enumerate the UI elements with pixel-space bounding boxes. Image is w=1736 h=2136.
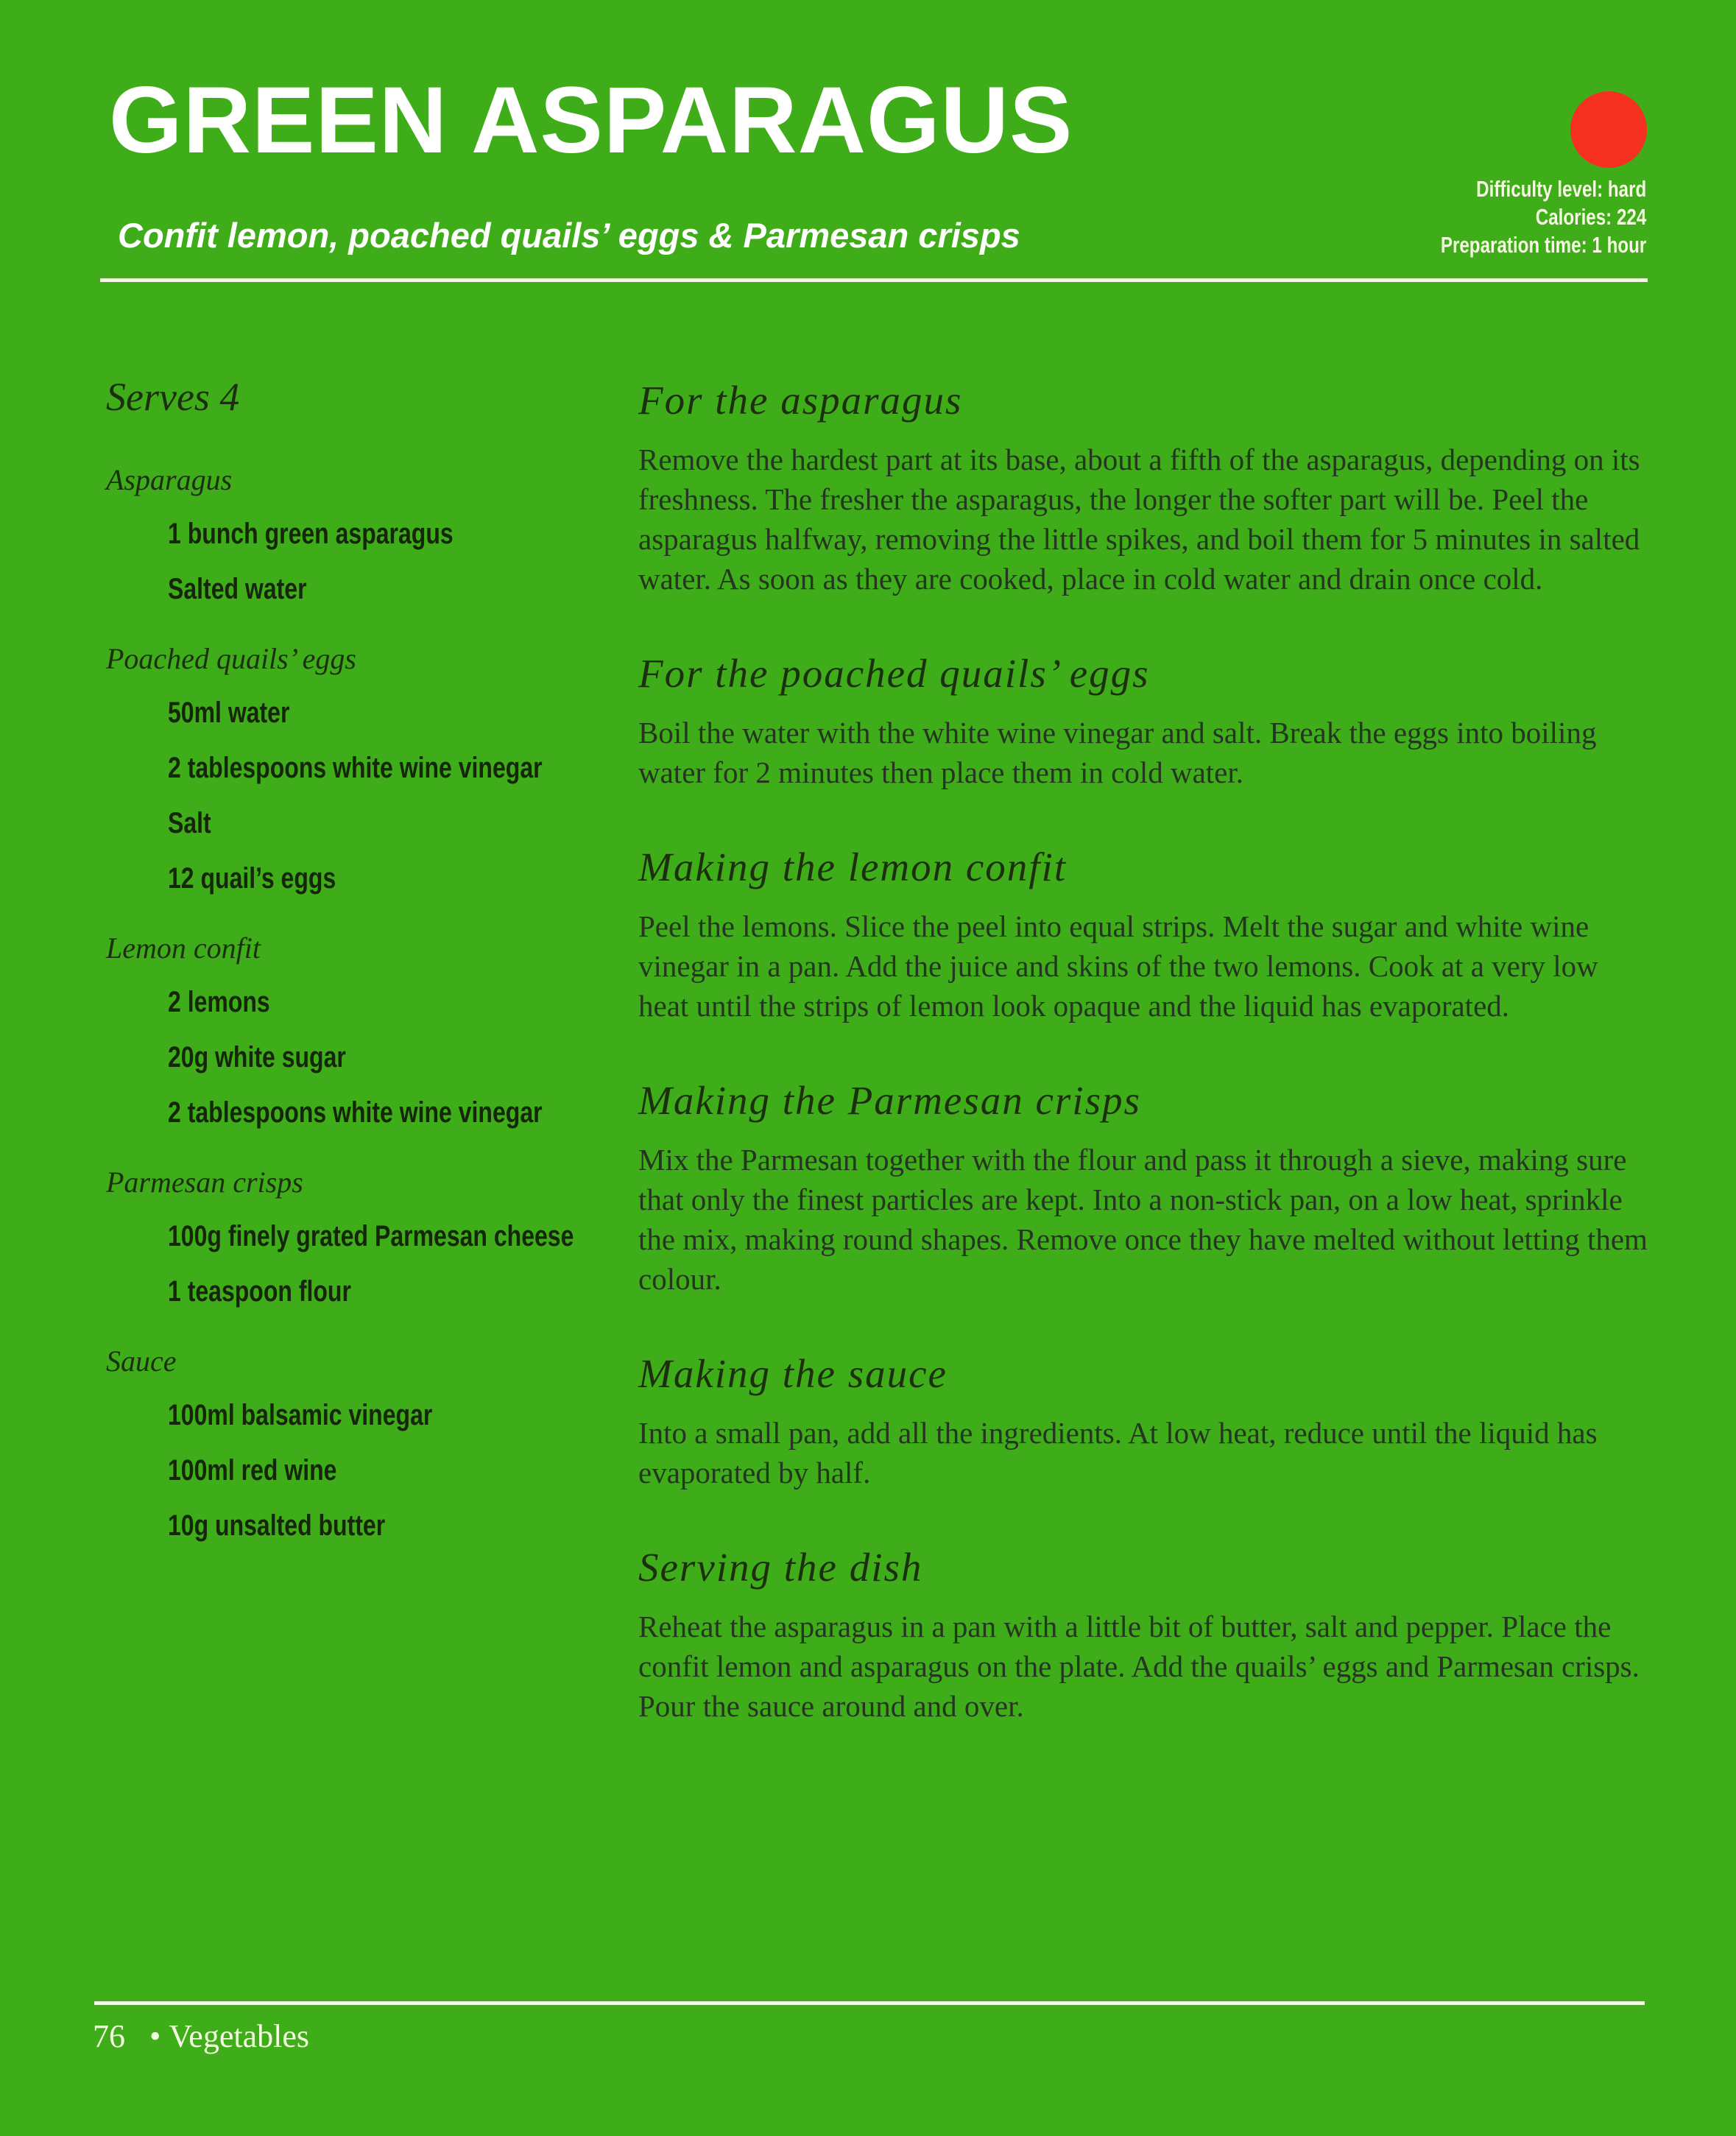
footer-divider — [94, 2001, 1645, 2005]
method-section — [638, 844, 1654, 1026]
ingredient-item: 20g white sugar — [168, 1041, 346, 1074]
ingredient-group — [106, 931, 621, 1146]
difficulty-level: Difficulty level: hard — [1475, 176, 1646, 202]
bullet: • — [149, 2018, 161, 2054]
ingredient-item: 1 teaspoon flour — [168, 1275, 351, 1308]
method-section — [638, 377, 1654, 599]
header-divider — [100, 278, 1648, 282]
method-step-text: Peel the lemons. Slice the peel into equal strips. Melt the sugar and white wine vinegar in a pan. Add the juice and skins of the two lemons. Cook at a very low heat until the strips of lemon look opaque and the liquid has evaporated. — [638, 909, 1598, 1023]
method-step-title: Serving the dish — [638, 1545, 923, 1590]
method-step-title: For the asparagus — [638, 378, 963, 423]
method-section — [638, 1350, 1654, 1492]
page-number: 76 — [93, 2018, 125, 2054]
method-section — [638, 650, 1654, 792]
ingredient-item: 10g unsalted butter — [168, 1509, 386, 1542]
ingredients-column — [106, 374, 621, 1578]
ingredient-item: 100g finely grated Parmesan cheese — [168, 1220, 574, 1252]
ingredient-group — [106, 641, 621, 912]
ingredient-item: 50ml water — [168, 697, 290, 729]
ingredient-group — [106, 1344, 621, 1559]
method-step-title: Making the lemon confit — [638, 845, 1068, 889]
ingredient-group-title: Asparagus — [106, 463, 233, 496]
ingredient-group — [106, 462, 621, 622]
ingredient-group-title: Sauce — [106, 1344, 177, 1378]
method-step-text: Remove the hardest part at its base, about a fifth of the asparagus, depending on its freshness. The fresher the asparagus, the longer the softer part will be. Peel the asparagus halfway, removing the little spikes, and boil them for 5 minutes in salted water. As soon as they are cooked, place in cold water and drain once cold. — [638, 443, 1640, 596]
method-step-text: Mix the Parmesan together with the flour and pass it through a sieve, making sure that only the finest particles are kept. Into a non-stick pan, on a low heat, sprinkle the mix, making round shapes. Remove once they have melted without letting them colour. — [638, 1143, 1648, 1296]
page-title: GREEN ASPARAGUS — [109, 68, 1073, 173]
method-section — [638, 1077, 1654, 1299]
ingredient-group-title: Lemon confit — [106, 931, 261, 965]
ingredient-item: 2 lemons — [168, 986, 270, 1018]
method-step-title: For the poached quails’ eggs — [638, 651, 1150, 696]
recipe-meta — [1441, 175, 1646, 259]
ingredient-item: Salt — [168, 807, 211, 839]
method-step-text: Into a small pan, add all the ingredients. At low heat, reduce until the liquid has evaporated by half. — [638, 1416, 1598, 1490]
method-step-text: Reheat the asparagus in a pan with a little bit of butter, salt and pepper. Place the confit lemon and asparagus on the plate. Add the quails’ eggs and Parmesan crisps. Pour the sauce around and over. — [638, 1610, 1640, 1723]
ingredient-group — [106, 1165, 621, 1325]
serves: Serves 4 — [106, 375, 240, 419]
preparation-time: Preparation time: 1 hour — [1440, 232, 1646, 258]
subtitle: Confit lemon, poached quails’ eggs & Parmesan crisps — [118, 216, 1020, 255]
method-section — [638, 1544, 1654, 1726]
footer — [93, 2017, 309, 2055]
ingredient-item: 12 quail’s eggs — [168, 862, 336, 895]
ingredient-group-title: Parmesan crisps — [106, 1166, 303, 1199]
ingredient-item: 2 tablespoons white wine vinegar — [168, 1096, 543, 1129]
ingredient-item: 1 bunch green asparagus — [168, 518, 454, 550]
ingredient-group-title: Poached quails’ eggs — [106, 642, 356, 675]
ingredient-item: 100ml balsamic vinegar — [168, 1399, 433, 1431]
method-column — [638, 377, 1654, 1777]
section-name: Vegetables — [169, 2018, 309, 2054]
method-step-text: Boil the water with the white wine vinegar and salt. Break the eggs into boiling water for 2 minutes then place them in cold water. — [638, 716, 1597, 789]
ingredient-item: 100ml red wine — [168, 1454, 337, 1487]
method-step-title: Making the sauce — [638, 1351, 948, 1396]
method-step-title: Making the Parmesan crisps — [638, 1078, 1141, 1123]
ingredient-item: 2 tablespoons white wine vinegar — [168, 752, 543, 784]
calories: Calories: 224 — [1535, 204, 1646, 230]
ingredient-item: Salted water — [168, 573, 307, 605]
difficulty-indicator-dot — [1570, 91, 1647, 168]
